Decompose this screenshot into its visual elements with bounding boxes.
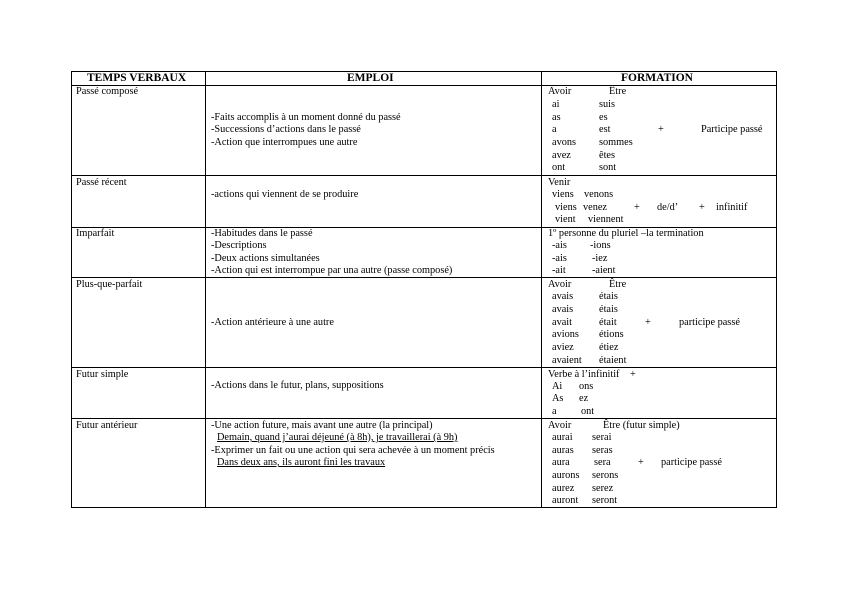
emploi-line: -Faits accomplis à un moment donné du passé — [211, 112, 401, 123]
auxiliary-avoir: Avoir — [548, 420, 572, 431]
plus-sign: + — [658, 124, 664, 135]
avoir-form: avait — [552, 317, 573, 328]
ending: ons — [579, 381, 594, 392]
avoir-form: a — [552, 124, 557, 135]
ending: -aient — [592, 265, 616, 276]
plus-sign: + — [638, 457, 644, 468]
avoir-form: aurons — [552, 470, 580, 481]
tense-label: Futur antérieur — [76, 420, 138, 431]
table-border-right — [776, 71, 777, 508]
emploi-line: -Successions d’actions dans le passé — [211, 124, 361, 135]
plus-sign: + — [634, 202, 640, 213]
etre-form: seront — [592, 495, 618, 506]
avoir-form: ai — [552, 99, 560, 110]
venir-form: vient — [555, 214, 576, 225]
avoir-form: avions — [552, 329, 579, 340]
emploi-line: -Deux actions simultanées — [211, 253, 320, 264]
tense-label: Imparfait — [76, 228, 115, 239]
example-sentence: Dans deux ans, ils auront fini les travaux — [217, 457, 386, 468]
tense-label: Futur simple — [76, 369, 129, 380]
table-border-left — [71, 71, 72, 508]
avoir-form: avais — [552, 304, 574, 315]
venir-form: venons — [584, 189, 614, 200]
avoir-form: aurai — [552, 432, 573, 443]
emploi-line: -Actions dans le futur, plans, suppositions — [211, 380, 384, 391]
column-divider-1 — [205, 71, 206, 508]
tense-label: Passé récent — [76, 177, 127, 188]
row-divider — [71, 418, 777, 419]
auxiliary-etre: Être — [609, 86, 627, 97]
etre-form: serons — [592, 470, 619, 481]
plus-sign: + — [645, 317, 651, 328]
participe-label: participe passé — [661, 457, 722, 468]
ending: ont — [581, 406, 595, 417]
venir-form: viens — [552, 189, 574, 200]
imparfait-rule: 1º personne du pluriel –la termination — [548, 228, 704, 239]
emploi-line: -Action qui est interrompue par una autre (passe composé) — [211, 265, 453, 276]
conjugation-table — [71, 71, 777, 508]
table-border-bottom — [71, 507, 777, 508]
etre-form: étaient — [599, 355, 627, 366]
avoir-form: auras — [552, 445, 574, 456]
avoir-form: avais — [552, 291, 574, 302]
header-emploi: EMPLOI — [347, 72, 394, 84]
plus-sign: + — [630, 369, 636, 380]
verb-venir: Venir — [548, 177, 571, 188]
header-formation: FORMATION — [621, 72, 693, 84]
etre-form: étais — [599, 291, 618, 302]
emploi-line: -Action antérieure à une autre — [211, 317, 334, 328]
column-divider-2 — [541, 71, 542, 508]
ending: -ait — [552, 265, 566, 276]
preposition-de: de/d’ — [657, 202, 679, 213]
header-temps-verbaux: TEMPS VERBAUX — [87, 72, 187, 84]
avoir-form: auront — [552, 495, 579, 506]
avoir-form: avaient — [552, 355, 582, 366]
avoir-form: aura — [552, 457, 570, 468]
ending: Ai — [552, 381, 563, 392]
avoir-form: ont — [552, 162, 566, 173]
etre-form: seras — [592, 445, 613, 456]
emploi-line: -Descriptions — [211, 240, 267, 251]
avoir-form: as — [552, 112, 561, 123]
ending: -ais — [552, 240, 567, 251]
emploi-line: -actions qui viennent de se produire — [211, 189, 359, 200]
etre-form: sommes — [599, 137, 633, 148]
row-divider — [71, 175, 777, 176]
plus-sign: + — [699, 202, 705, 213]
example-sentence: Demain, quand j’aurai déjeuné (à 8h), je travaillerai (à 9h) — [217, 432, 458, 443]
etre-form: est — [599, 124, 611, 135]
etre-form: serai — [592, 432, 612, 443]
row-divider — [71, 367, 777, 368]
avoir-form: avez — [552, 150, 571, 161]
ending: a — [552, 406, 557, 417]
infinitif-label: infinitif — [716, 202, 748, 213]
etre-form: êtes — [599, 150, 616, 161]
participe-label: participe passé — [679, 317, 740, 328]
ending: ez — [579, 393, 589, 404]
etre-form: étais — [599, 304, 618, 315]
etre-form: sera — [594, 457, 611, 468]
ending: -ions — [590, 240, 611, 251]
auxiliary-etre: Être (futur simple) — [603, 420, 680, 431]
avoir-form: aviez — [552, 342, 574, 353]
auxiliary-etre: Être — [609, 279, 627, 290]
tense-label: Passé composé — [76, 86, 139, 97]
avoir-form: avons — [552, 137, 577, 148]
etre-form: étiez — [599, 342, 619, 353]
venir-form: viens — [555, 202, 577, 213]
emploi-line: -Action que interrompues une autre — [211, 137, 358, 148]
tense-label: Plus-que-parfait — [76, 279, 143, 290]
etre-form: sont — [599, 162, 617, 173]
header-row-divider — [71, 85, 777, 86]
ending: As — [552, 393, 564, 404]
etre-form: suis — [599, 99, 616, 110]
emploi-line: -Habitudes dans le passé — [211, 228, 313, 239]
futur-rule: Verbe à l’infinitif — [548, 369, 620, 380]
venir-form: venez — [583, 202, 608, 213]
auxiliary-avoir: Avoir — [548, 86, 572, 97]
ending: -ais — [552, 253, 567, 264]
etre-form: es — [599, 112, 608, 123]
auxiliary-avoir: Avoir — [548, 279, 572, 290]
venir-form: viennent — [588, 214, 624, 225]
row-divider — [71, 277, 777, 278]
etre-form: était — [599, 317, 617, 328]
emploi-line: -Une action future, mais avant une autre (la principal) — [211, 420, 433, 431]
etre-form: serez — [592, 483, 614, 494]
etre-form: étions — [599, 329, 624, 340]
participe-label: Participe passé — [701, 124, 763, 135]
ending: -iez — [592, 253, 608, 264]
avoir-form: aurez — [552, 483, 575, 494]
emploi-line: -Exprimer un fait ou une action qui sera achevée à un moment précis — [211, 445, 495, 456]
